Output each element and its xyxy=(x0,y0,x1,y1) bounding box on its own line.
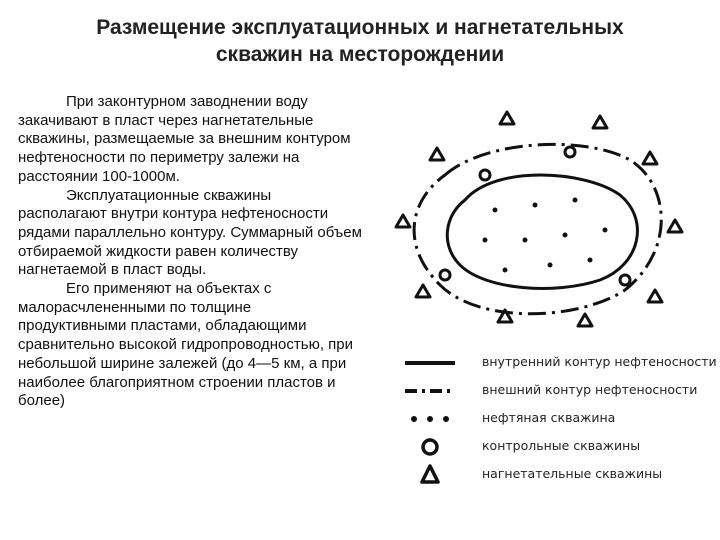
injection-well xyxy=(668,220,682,232)
control-well xyxy=(440,270,450,280)
injection-well xyxy=(578,314,592,326)
oil-well xyxy=(483,238,488,243)
injection-well xyxy=(593,116,607,128)
title-line-2: скважин на месторождении xyxy=(215,43,505,66)
injection-well xyxy=(416,285,430,297)
injection-well xyxy=(396,215,410,227)
oil-well xyxy=(548,263,553,268)
oil-well xyxy=(603,228,608,233)
dash-dot-line-icon xyxy=(400,378,460,404)
injection-well xyxy=(500,112,514,124)
solid-line-icon xyxy=(400,350,460,376)
legend-item-oil-well xyxy=(400,406,710,432)
circle-icon xyxy=(400,434,460,460)
oil-well xyxy=(573,198,578,203)
title-line-1: Размещение эксплуатационных и нагнетательных xyxy=(96,16,624,39)
oil-wells xyxy=(483,198,608,273)
oil-well xyxy=(588,258,593,263)
legend-label: контрольные скважины xyxy=(482,438,641,453)
control-well xyxy=(565,147,575,157)
well-placement-diagram xyxy=(385,100,685,340)
legend-label: нефтяная скважина xyxy=(482,410,616,425)
paragraph-3: Его применяют на объектах с малорасчлененными по толщине продуктивными пластами, обладающими сравнительно высокой гидропроводностью, при небольшой ширине залежей (до 4—5 км, а при наиболее благоприятном строении пластов и более) xyxy=(18,280,354,410)
dots-icon xyxy=(400,406,460,432)
injection-well xyxy=(648,290,662,302)
legend-item-injection-well xyxy=(400,462,710,488)
oil-well xyxy=(523,238,528,243)
legend-label: внешний контур нефтеносности xyxy=(482,382,698,397)
legend-item-outer-contour xyxy=(400,378,710,404)
control-well xyxy=(480,170,490,180)
slide-title xyxy=(0,14,720,68)
paragraph-1: При законтурном заводнении воду закачивают в пласт через нагнетательные скважины, размещаемые за внешним контуром нефтеносности по периметру залежи на расстоянии 100-1000м. xyxy=(18,93,351,185)
paragraph-2: Эксплуатационные скважины располагают внутри контура нефтеносности рядами параллельно контуру. Суммарный объем отбираемой жидкости равен количеству нагнетаемой в пласт воды. xyxy=(18,186,362,279)
inner-contour xyxy=(447,175,637,288)
body-text xyxy=(18,93,363,411)
oil-well xyxy=(503,268,508,273)
control-well xyxy=(620,275,630,285)
legend-label: внутренний контур нефтеносности xyxy=(482,354,717,369)
oil-well xyxy=(533,203,538,208)
injection-well xyxy=(430,148,444,160)
oil-well xyxy=(493,208,498,213)
legend-label: нагнетательные скважины xyxy=(482,466,663,481)
triangle-icon xyxy=(400,462,460,488)
injection-well xyxy=(643,152,657,164)
control-wells xyxy=(440,147,630,285)
legend-item-control-well xyxy=(400,434,710,460)
oil-well xyxy=(563,233,568,238)
legend-item-inner-contour xyxy=(400,350,717,376)
